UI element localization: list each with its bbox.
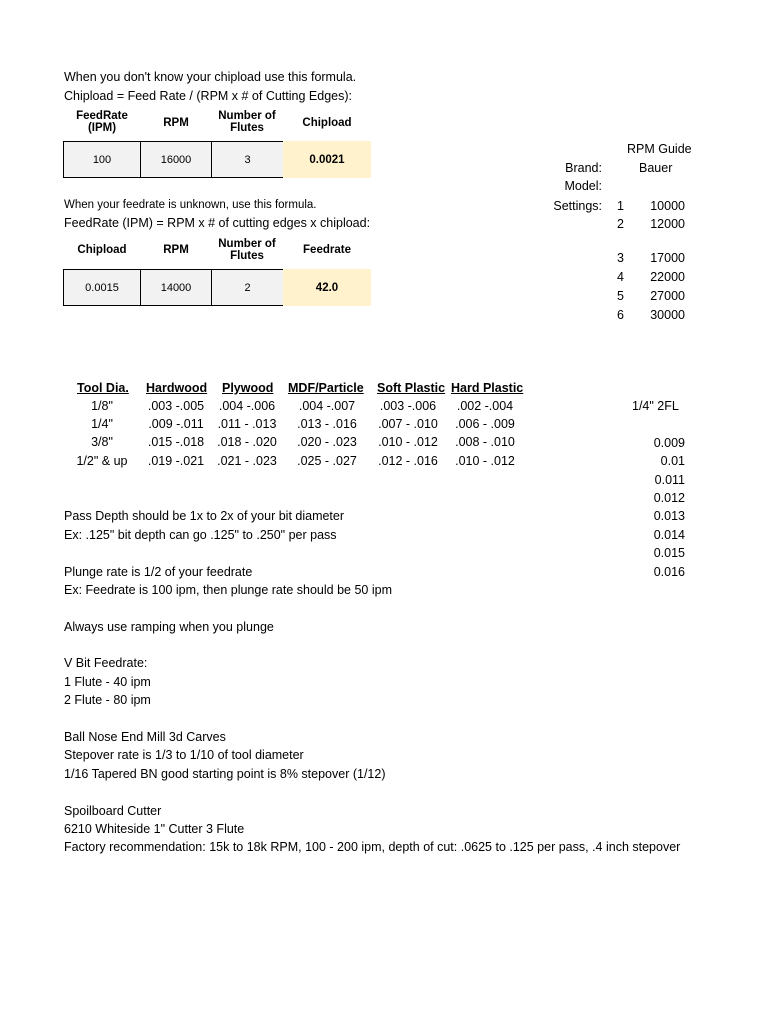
table-cell: .012 - .016 xyxy=(378,454,438,468)
table-cell: .010 - .012 xyxy=(378,435,438,449)
rpm-setting-value: 27000 xyxy=(650,289,685,303)
formula2-intro: When your feedrate is unknown, use this formula. xyxy=(64,199,317,211)
table-cell: .007 - .010 xyxy=(378,417,438,431)
rpm-setting-number: 4 xyxy=(617,270,624,284)
note-spoilboard-title: Spoilboard Cutter xyxy=(64,804,162,818)
rpm-setting-value: 12000 xyxy=(650,217,685,231)
table-cell: 3/8" xyxy=(91,435,113,449)
note-tapered-bn: 1/16 Tapered BN good starting point is 8% stepover (1/12) xyxy=(64,767,386,781)
rpm-setting-number: 6 xyxy=(617,308,624,322)
rpm-guide-brand-value: Bauer xyxy=(639,161,673,175)
note-ballnose-title: Ball Nose End Mill 3d Carves xyxy=(64,730,226,744)
formula2-chipload-input[interactable]: 0.0015 xyxy=(63,269,141,306)
formula2-header-rpm: RPM xyxy=(163,244,189,256)
table-cell: .013 - .016 xyxy=(297,417,357,431)
side-column-value: 0.012 xyxy=(653,491,685,505)
formula1-header-chipload: Chipload xyxy=(302,117,352,129)
side-column-value: 0.014 xyxy=(653,528,685,542)
rpm-setting-number: 3 xyxy=(617,251,624,265)
formula2-header-chipload: Chipload xyxy=(77,244,127,256)
side-column-value: 0.015 xyxy=(653,546,685,560)
rpm-setting-number: 5 xyxy=(617,289,624,303)
table-header-soft-plastic: Soft Plastic xyxy=(377,381,446,395)
formula1-header-rpm: RPM xyxy=(163,117,189,129)
table-cell: .010 - .012 xyxy=(455,454,515,468)
note-pass-depth: Pass Depth should be 1x to 2x of your bit diameter xyxy=(64,509,345,523)
table-cell: .004 -.007 xyxy=(298,399,356,413)
formula2-header-feedrate: Feedrate xyxy=(303,244,351,256)
table-cell: .021 - .023 xyxy=(217,454,277,468)
table-cell: 1/4" xyxy=(91,417,113,431)
table-cell: .006 - .009 xyxy=(455,417,515,431)
note-ramping: Always use ramping when you plunge xyxy=(64,620,274,634)
note-vbit-1flute: 1 Flute - 40 ipm xyxy=(64,675,151,689)
side-column-value: 0.016 xyxy=(653,565,685,579)
formula1-header-flutes: Number of Flutes xyxy=(218,110,276,134)
note-vbit-2flute: 2 Flute - 80 ipm xyxy=(64,693,151,707)
table-header-mdf: MDF/Particle xyxy=(288,381,364,395)
formula1-formula: Chipload = Feed Rate / (RPM x # of Cutting Edges): xyxy=(64,89,352,103)
formula1-header-feedrate: FeedRate (IPM) xyxy=(76,110,128,134)
note-stepover: Stepover rate is 1/3 to 1/10 of tool diameter xyxy=(64,748,304,762)
table-cell: .018 - .020 xyxy=(217,435,277,449)
rpm-setting-value: 30000 xyxy=(650,308,685,322)
table-cell: .003 -.005 xyxy=(147,399,205,413)
table-cell: .019 -.021 xyxy=(147,454,205,468)
table-header-hard-plastic: Hard Plastic xyxy=(451,381,524,395)
rpm-setting-number: 1 xyxy=(617,199,624,213)
formula1-rpm-input[interactable]: 16000 xyxy=(140,141,212,178)
rpm-guide-title: RPM Guide xyxy=(627,142,692,156)
table-cell: .011 - .013 xyxy=(217,417,277,431)
table-cell: .025 - .027 xyxy=(297,454,357,468)
formula1-flutes-input[interactable]: 3 xyxy=(211,141,284,178)
note-plunge-example: Ex: Feedrate is 100 ipm, then plunge rate should be 50 ipm xyxy=(64,583,392,597)
table-cell: .003 -.006 xyxy=(379,399,437,413)
note-pass-depth-example: Ex: .125" bit depth can go .125" to .250" per pass xyxy=(64,528,337,542)
formula2-header-flutes: Number of Flutes xyxy=(218,238,276,262)
table-header-plywood: Plywood xyxy=(222,381,274,395)
table-cell: 1/8" xyxy=(91,399,113,413)
table-cell: .004 -.006 xyxy=(218,399,276,413)
note-factory-recommendation: Factory recommendation: 15k to 18k RPM, 100 - 200 ipm, depth of cut: .0625 to .125 per pass, .4 inch stepover xyxy=(64,840,681,854)
table-cell: .002 -.004 xyxy=(456,399,514,413)
side-column-value: 0.009 xyxy=(653,436,685,450)
rpm-setting-value: 10000 xyxy=(650,199,685,213)
formula1-chipload-result: 0.0021 xyxy=(283,141,371,178)
table-cell: .009 -.011 xyxy=(148,417,204,431)
rpm-guide-settings-label: Settings: xyxy=(553,199,602,213)
table-cell: .008 - .010 xyxy=(455,435,515,449)
formula2-rpm-input[interactable]: 14000 xyxy=(140,269,212,306)
note-whiteside-cutter: 6210 Whiteside 1" Cutter 3 Flute xyxy=(64,822,245,836)
rpm-guide-brand-label: Brand: xyxy=(565,161,602,175)
formula2-flutes-input[interactable]: 2 xyxy=(211,269,284,306)
rpm-guide-model-label: Model: xyxy=(564,179,602,193)
side-column-value: 0.011 xyxy=(654,473,685,487)
table-cell: .020 - .023 xyxy=(297,435,357,449)
side-column-value: 0.01 xyxy=(660,454,685,468)
formula1-feedrate-input[interactable]: 100 xyxy=(63,141,141,178)
side-column-value: 0.013 xyxy=(653,509,685,523)
rpm-setting-value: 22000 xyxy=(650,270,685,284)
table-header-tool-dia: Tool Dia. xyxy=(77,381,129,395)
note-plunge-rate: Plunge rate is 1/2 of your feedrate xyxy=(64,565,253,579)
formula2-feedrate-result: 42.0 xyxy=(283,269,371,306)
side-column-label: 1/4" 2FL xyxy=(632,399,679,413)
formula1-intro: When you don't know your chipload use this formula. xyxy=(64,70,357,84)
rpm-setting-value: 17000 xyxy=(650,251,685,265)
rpm-setting-number: 2 xyxy=(617,217,624,231)
table-cell: 1/2" & up xyxy=(76,454,128,468)
table-header-hardwood: Hardwood xyxy=(146,381,208,395)
table-cell: .015 -.018 xyxy=(147,435,205,449)
note-vbit-title: V Bit Feedrate: xyxy=(64,656,148,670)
formula2-formula: FeedRate (IPM) = RPM x # of cutting edges x chipload: xyxy=(64,216,371,230)
